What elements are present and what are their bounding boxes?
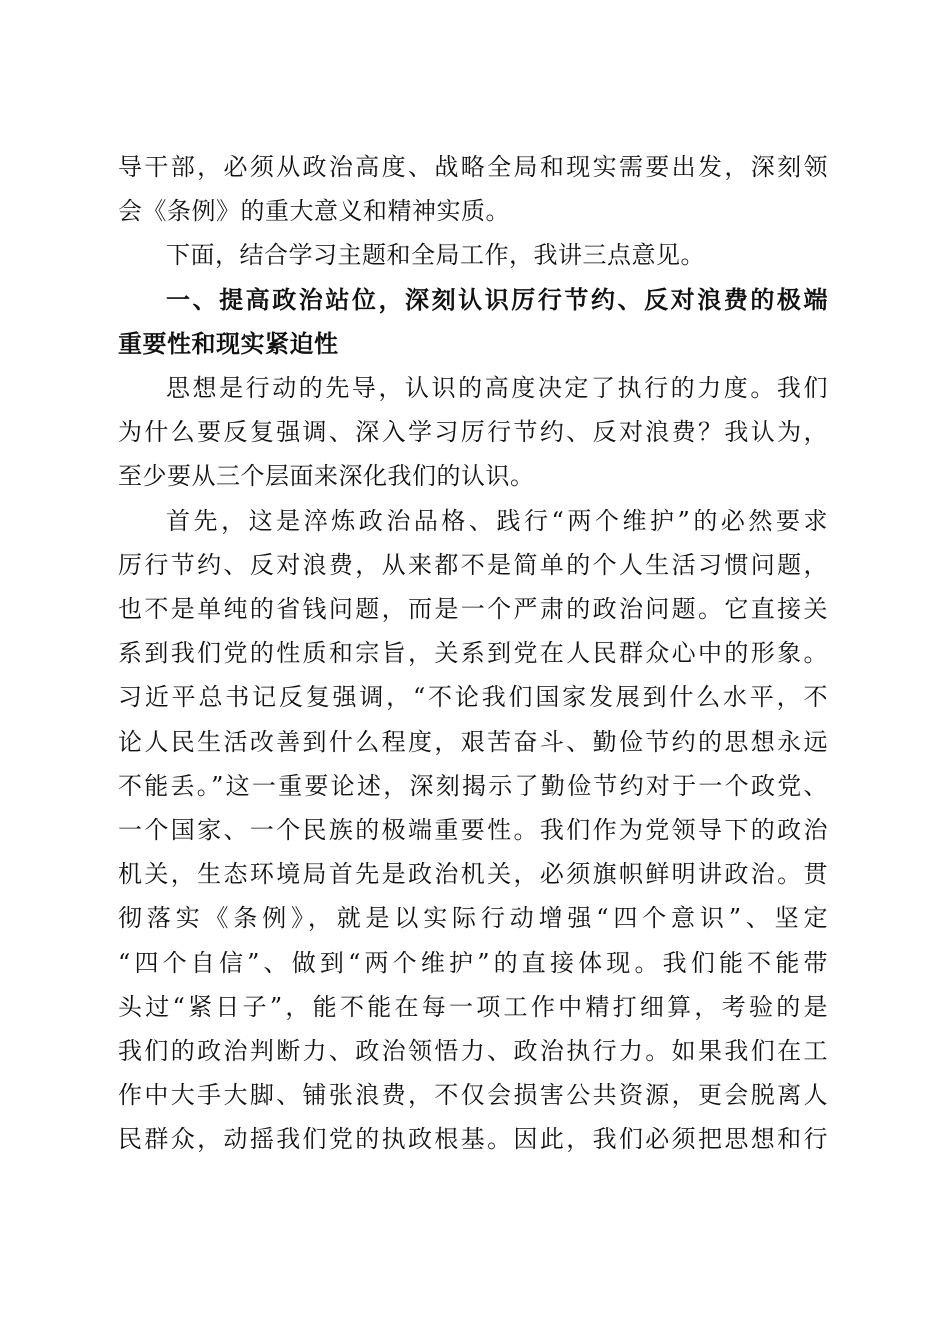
section-heading: 一、提高政治站位，深刻认识厉行节约、反对浪费的极端 [166,286,828,314]
body-text-line: 作中大手大脚、铺张浪费，不仅会损害公共资源，更会脱离人 [118,1081,828,1109]
body-text-line: 头过“紧日子”，能不能在每一项工作中精打细算，考验的是 [118,993,828,1021]
body-text-line: 我们的政治判断力、政治领悟力、政治执行力。如果我们在工 [118,1037,828,1065]
body-text-line: 机关，生态环境局首先是政治机关，必须旗帜鲜明讲政治。贯 [118,860,828,888]
body-text-line: 习近平总书记反复强调，“不论我们国家发展到什么水平，不 [118,683,828,711]
body-text-line: 厉行节约、反对浪费，从来都不是简单的个人生活习惯问题， [118,551,828,579]
body-text-line: 导干部，必须从政治高度、战略全局和现实需要出发，深刻领 [118,153,828,181]
body-text-line: 会《条例》的重大意义和精神实质。 [118,197,510,225]
body-text-line: 一个国家、一个民族的极端重要性。我们作为党领导下的政治 [118,816,828,844]
body-text-line: 下面，结合学习主题和全局工作，我讲三点意见。 [166,241,705,269]
body-text-line: 论人民生活改善到什么程度，艰苦奋斗、勤俭节约的思想永远 [118,728,828,756]
body-text-line: 民群众，动摇我们党的执政根基。因此，我们必须把思想和行 [118,1125,828,1153]
body-text-line: 思想是行动的先导，认识的高度决定了执行的力度。我们 [166,374,828,402]
body-text-line: “四个自信”、做到“两个维护”的直接体现。我们能不能带 [118,949,828,977]
body-text-line: 不能丢。”这一重要论述，深刻揭示了勤俭节约对于一个政党、 [118,772,828,800]
body-text-line: 也不是单纯的省钱问题，而是一个严肃的政治问题。它直接关 [118,595,828,623]
body-text-line: 彻落实《条例》，就是以实际行动增强“四个意识”、坚定 [118,904,828,932]
body-text-line: 至少要从三个层面来深化我们的认识。 [118,462,535,490]
body-text-line: 系到我们党的性质和宗旨，关系到党在人民群众心中的形象。 [118,639,828,667]
body-text-line: 为什么要反复强调、深入学习厉行节约、反对浪费？我认为， [118,418,828,446]
body-text-line: 首先，这是淬炼政治品格、践行“两个维护”的必然要求 [166,507,828,535]
section-heading: 重要性和现实紧迫性 [118,330,339,358]
